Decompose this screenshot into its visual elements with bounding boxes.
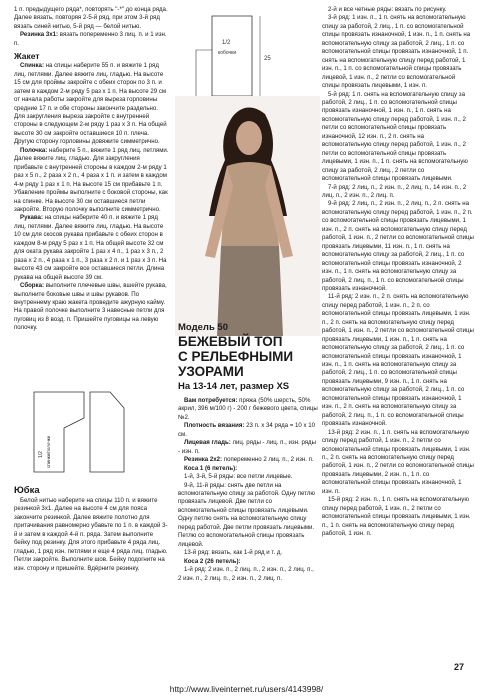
right-p4: 7-й ряд: 2 лиц. п., 2 изн. п., 2 лиц. п., 14 изн. п., 2 лиц. п., 2 изн. п., 2 лиц. п. <box>322 183 467 199</box>
spinka-paragraph: Спинка: на спицы наберите 55 п. и вяжите 1 ряд лиц. петлями. Далее вяжите лиц. гладью. На высоте 15 см для проймы закройте с обеих сторон по 3 п. и затем в каждом 2-м ряду 5 раз х 1 п. На высоте 29 см от начала работы закройте для выреза горловины средние 17 п. и обе стороны закончите раздельно. Для закругления выреза закройте с внутренней стороны в следующем 2-м ряду 1 раз х 3 п. На общей высоте 30 см закройте оставшиеся 10 п. плеча. Другую сторону горловины довяжите симметрично. <box>14 62 167 146</box>
model-title-line2: С РЕЛЬЕФНЫМИ <box>178 349 294 364</box>
rez-3x1-paragraph: Резинка 3х1: вязать попеременно 3 лиц. п. и 1 изн. п. <box>14 31 167 47</box>
right-p7: 13-й ряд: 2 изн. п., 1 п. снять на вспомогательную спицу перед работой, 1 изн. п., 2 петли со вспомогательной спицы провязать лицевыми, 1 изн. п., 2 п. снять на вспомогательную спицу перед работой, 1 изн. п., 2 петли со вспомогательной спицы провязать лицевыми, 2 изн. п., 1 п. со вспомогательной спицы провязать изнаночной, 1 изн. п. <box>322 428 474 495</box>
polochka-paragraph: Полочка: наберите 5 п., вяжите 1 ряд лиц. петлями. Далее вяжите лиц. гладью. Для закругления прибавьте с внутренней стороны в каждом 2-м ряду 1 раз х 5 п., 2 раза х 2 п., 4 раза х 1 п. и затем в каждом 4-м ряду 1 раз х 1 п. На высоте 15 см прибавьте 1 п. Убавление проймы выполните с боковой стороны, как на спинке. На высоте 30 см оставшиеся петли закройте. Вторую полочку выполните симметрично. <box>14 146 169 213</box>
schema2-label-half: 1/2 <box>38 451 44 458</box>
jacket-pattern-schema <box>24 388 134 476</box>
right-p2: 3-й ряд: 1 изн. п., 1 п. снять на вспомогательную спицу за работой, 2 лиц., 1 п. со вспомогательной спицы провязать изнаночной, 1 изн. п., 1 п. снять на вспомогательную спицу за работой, 2 лиц., 1 п. со вспомогательной спицы провязать изнаночной, 1 п. снять на вспомогательную спицу перед работой, 1 изн. п., 1 п. со вспомогательной спицы провязать лицевой, 1 изн. п., 2 петли со вспомогательной спицы провязать лицевыми, 1 изн. п. <box>322 14 471 90</box>
schema-side-line <box>196 50 212 96</box>
page-number: 27 <box>454 662 465 672</box>
sleeve-pattern-schema <box>182 10 292 110</box>
cable1-row1: 1-й, 3-й, 5-й ряды: все петли лицевые. <box>184 473 293 481</box>
rukava-paragraph: Рукава: на спицы наберите 40 п. и вяжите 1 ряд лиц. петлями. Далее вяжите лиц. гладью. На высоте 10 см для скосов рукава прибавьте с обеих сторон в каждом 8-м ряду 5 раз х 1 п. На общей высоте 32 см для оката рукава закройте 1 раз х 4 п., 1 раз х 3 п., 2 раза х 2 п., 4 раза х 1 п., 3 раза х 2 п. и 1 раз х 3 п. На высоте 43 см закройте все оставшиеся петли. Длина рукава на общей высоте 39 см. <box>14 214 167 281</box>
skirt-paragraph: Белой нитью наберите на спицы 110 п. и вяжите резинкой 3х1. Далее на высоте 4 см для пояса закончите резинкой. Далее вяжите полотно для притачивания равномерно убавьте по 1 п. в каждой 3-й и затем в каждой 4-й п. ряда. Затем выполните бейку под резинку. Для этого прибавьте 4 ряда лиц. гладью, 1 ряд изн. петлями и еще 4 ряда лиц. гладью. Петли закройте. Выполните шов. Бейку подогните на изн. сторону и пришейте. Вдёрните резинку. <box>14 497 168 572</box>
middle-column <box>178 322 318 583</box>
schema-outline <box>212 16 252 96</box>
model-title-line1: БЕЖЕВЫЙ ТОП <box>178 334 283 349</box>
schema-label-half: 1/2 <box>222 40 231 46</box>
schema2-outline-b <box>90 392 124 472</box>
left-column <box>14 6 169 333</box>
cable1-heading: Коса 1 (6 петель): <box>184 464 238 472</box>
right-p5: 9-й ряд: 2 лиц. п., 2 изн. п., 2 лиц. п., 2 п. снять на вспомогательную спицу перед работой, 1 изн. п., 2 п. со вспомогательной спицы провязать лицевыми, 1 изн. п., 2 п. снять на вспомогательную спицу перед работой, 1 изн. п., 2 петли со вспомогательной спицы провязать лицевыми, 11 изн. п., 1 п. снять на вспомогательную спицу за работой, 2 лиц., 1 п. со вспомогательной спицы провязать изнаночной, 2 изн. п., 1 п. снять на вспомогательную спицу за работой, 2 лиц. п., 1 п. со вспомогательной спицы провязать изнаночной. <box>322 200 474 292</box>
skirt-heading: Юбка <box>14 485 40 496</box>
face-shape <box>236 121 262 155</box>
model-number: Модель 50 <box>178 322 228 333</box>
model-title-line3: УЗОРАМИ <box>178 364 244 379</box>
cable2-heading: Коса 2 (26 петель): <box>184 557 241 565</box>
right-p1: 2-й и все четные ряды: вязать по рисунку. <box>328 6 447 13</box>
rib-paragraph: Резинка 2х2: попеременно 2 лиц. п., 2 изн. п. <box>184 456 314 464</box>
sborka-paragraph: Сборка: выполните плечевые швы, вшейте рукава, выполните боковые швы и швы рукавов. По внутреннему краю жакета проведите ажурную кайму. На правой полочке выполните 3 навесные петли для пуговиц из 8 возд. п. Пришейте пуговицы на левую полочку. <box>14 282 167 332</box>
jacket-heading: Жакет <box>14 51 40 62</box>
right-column <box>322 6 474 539</box>
stockinette-paragraph: Лицевая гладь: лиц. ряды - лиц. п., изн. ряды - изн. п. <box>178 439 316 455</box>
schema-dim-height: 25 <box>264 56 271 62</box>
model-size: На 13-14 лет, размер XS <box>178 381 290 392</box>
density-paragraph: Плотность вязания: 23 п. х 34 ряда = 10 х 10 см. <box>178 422 316 438</box>
schema-label-kobochki: кобочки <box>218 50 237 56</box>
model-photo <box>175 96 320 336</box>
materials-paragraph: Вам потребуется: пряжа (50% шерсть, 50% акрил, 396 м/100 г) - 200 г бежевого цвета, спицы №2. <box>178 397 318 421</box>
footer-url[interactable]: http://www.liveinternet.ru/users/4143998/ <box>169 684 324 694</box>
cable2-row1: 1-й ряд: 2 изн. п., 2 лиц. п., 2 изн. п., 2 лиц. п., 2 изн. п., 2 лиц. п., 2 изн. п., 2 лиц. п. <box>178 566 314 582</box>
cable1-row2: 9-й, 11-й ряды: снять две петли на вспомогательную спицу за работой. Одну петлю провязать лицевой. Две петли со вспомогательной спицы провязать лицевыми. Одну петлю снять на вспомогательную спицу перед работой. Две петли провязать лицевыми. Петлю со вспомогательной спицы провязать лицевой. <box>178 481 315 548</box>
schema2-outline <box>34 392 84 472</box>
cable1-row3: 13-й ряд: вязать, как 1-й ряд и т. д. <box>184 549 283 557</box>
intro-text: 1 п. предыдущего ряда*, повторять "-*" до конца ряда. Далее вязать, повторяя 2-5-й ряд, при этом 3-й ряд вязать синей нитью, 5-й ряд — белой нитью. <box>14 6 168 30</box>
schema2-label-polochki: спинки/полочки <box>46 435 51 468</box>
right-p3: 5-й ряд: 1 п. снять на вспомогательную спицу за работой, 2 лиц., 1 п. со вспомогательной спицы провязать изнаночной, 1 изн. п., 1 п. снять на вспомогательную спицу перед работой, 1 изн. п., 2 петли со вспомогательной спицы провязать изнаночной, 12 изн. п., 2 п. снять на вспомогательную спицу перед работой, 1 изн. п., 2 петли со вспомогательной спицы провязать лицевыми, 1 изн. п., 1 п. снять на вспомогательную спицу за работой, 2 лиц., 2 петли со вспомогательной спицы провязать лицевыми. <box>322 90 468 183</box>
skirt-section <box>14 478 169 573</box>
right-p6: 11-й ряд: 2 изн. п., 2 п. снять на вспомогательную спицу перед работой, 1 изн. п., 2 п. со вспомогательной спицы провязать лицевыми, 1 изн. п., 2 п. снять на вспомогательную спицу перед работой, 1 изн. п., 2 петли со вспомогательной спицы провязать лицевыми, 1 изн. п., 1 п. снять на вспомогательную спицу за работой, 2 лиц., 1 п. со вспомогательной спицы провязать изнаночной, 1 изн. п., 1 п. снять на вспомогательную спицу за работой, 2 лиц., 1 п. со вспомогательной спицы провязать лицевыми, 9 изн. п., 1 п. снять на вспомогательную спицу за работой, 2 лиц., 1 п. со вспомогательной спицы провязать изнаночной, 1 изн. п., 2 п. снять на вспомогательную спицу за работой, 2 лиц. п., 1 п. со вспомогательной спицы провязать изнаночной. <box>322 293 474 428</box>
right-p8: 15-й ряд: 2 изн. п., 1 п. снять на вспомогательную спицу перед работой, 1 изн. п., 2 петли со вспомогательной спицы провязать лицевыми, 1 изн. п., 1 п. снять на вспомогательную спицу перед работой, 1 изн. п. <box>322 496 471 538</box>
